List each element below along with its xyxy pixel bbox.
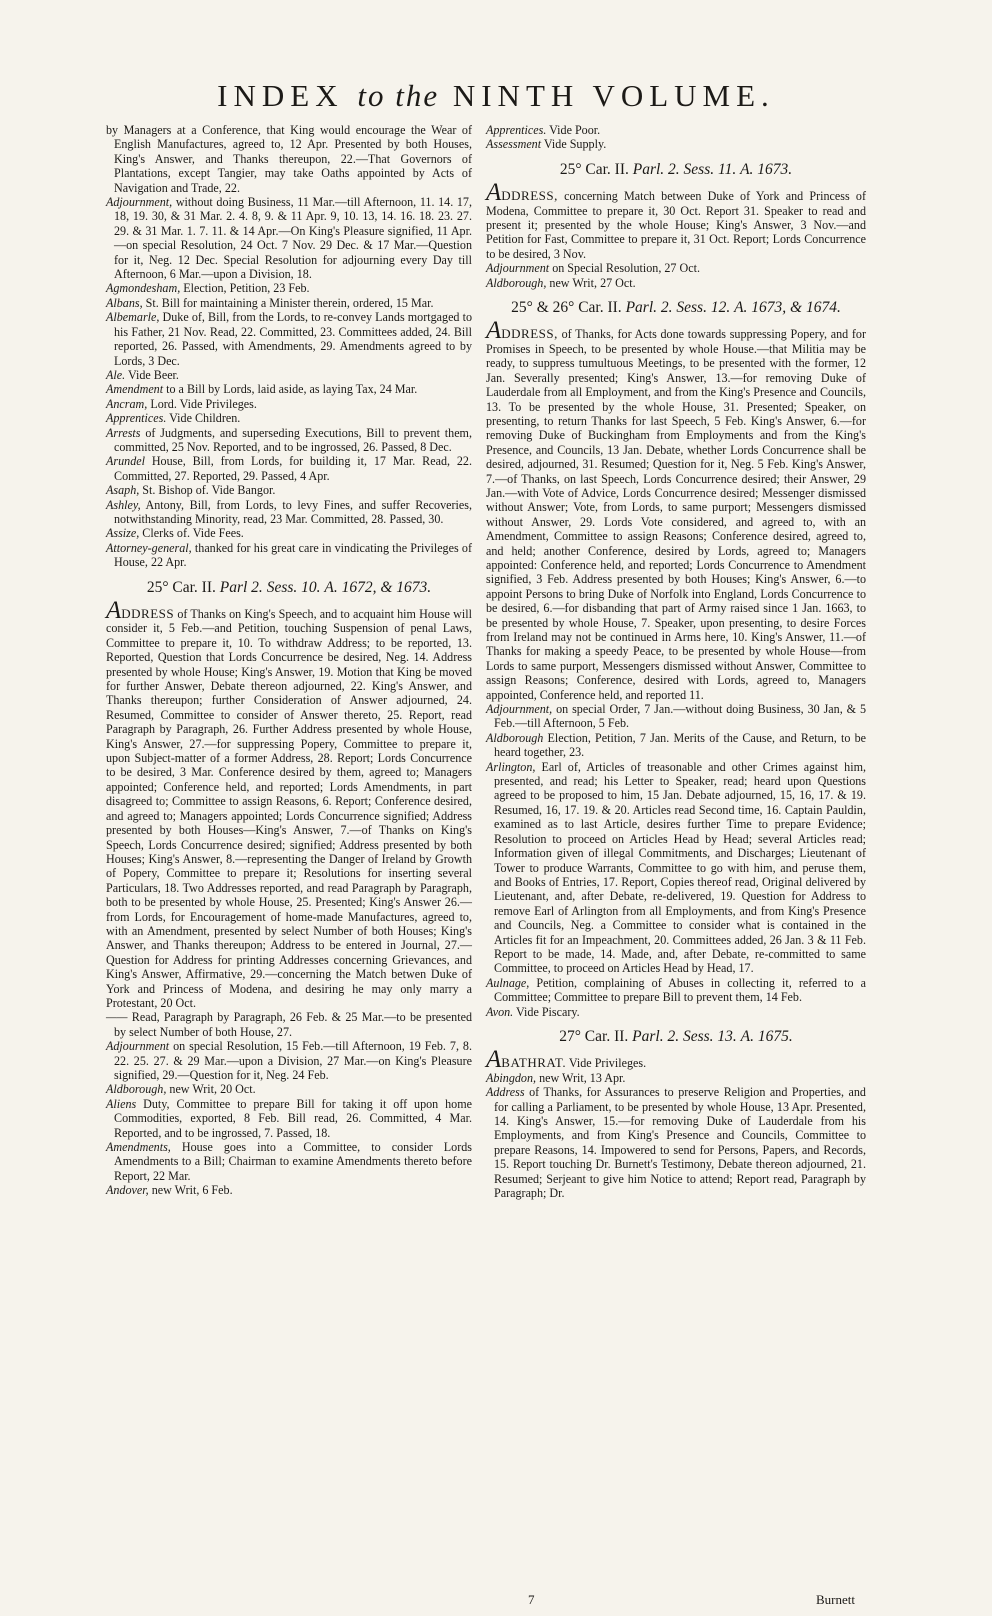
- entry-heading: Address: [486, 1085, 525, 1100]
- index-entry: [486, 731, 866, 760]
- index-entry: [106, 1039, 472, 1082]
- entry-heading: Ale.: [106, 367, 126, 382]
- entry-text: thanked for his great care in vindicating the Privileges of House, 22 Apr.: [114, 540, 473, 570]
- index-entry: [486, 123, 866, 137]
- entry-heading: Ancram,: [106, 396, 148, 411]
- entry-text: new Writ, 20 Oct.: [169, 1082, 256, 1097]
- index-entry: [106, 526, 472, 540]
- index-entry: [486, 760, 866, 976]
- section-heading-sess-10: 25° Car. II. Parl 2. Sess. 10. A. 1672, & 1673.: [146, 578, 432, 596]
- entry-text: Petition, complaining of Abuses in collecting it, referred to a Committee; Committee to prepare Bill to prevent them, 14 Feb.: [494, 975, 867, 1005]
- catchword: Burnett: [816, 1592, 855, 1607]
- entry-text: Election, Petition, 7 Jan. Merits of the Cause, and Return, to be heard together, 23.: [494, 730, 866, 760]
- entry-text: St. Bill for maintaining a Minister therein, ordered, 15 Mar.: [145, 295, 434, 310]
- entry-text: Vide Beer.: [127, 367, 179, 382]
- entry-heading: Adjournment: [106, 1039, 170, 1054]
- entry-text: Antony, Bill, from Lords, to levy Fines, and suffer Recoveries, notwithstanding Minority, read, 23 Mar. Committed, 28. Passed, 30.: [114, 497, 472, 526]
- entry-heading: Agmondesham,: [106, 281, 181, 296]
- section-heading-sess-11: 25° Car. II. Parl. 2. Sess. 11. A. 1673.: [559, 160, 793, 178]
- entry-text: new Writ, 6 Feb.: [151, 1183, 233, 1198]
- entry-text: without doing Business, 11 Mar.—till Afternoon, 11. 14. 17, 18, 19. 30, & 31 Mar. 2. 4. 8, 9. & 11 Apr. 9, 10. 13, 14. 16. 18. 23. 27. 29. & 31 Mar. 1. 7. 11. & 14 Apr.—On King's Pleasure signified, 11 Apr.—on special Resolution, 24 Oct. 7 Nov. 29 Dec. & 17 Mar.—Question for it, Neg. 12 Dec. Special Resolution for adjourning every Day till Afternoon, 6 Mar.—upon a Division, 18.: [114, 195, 472, 282]
- entry-text: by Managers at a Conference, that King would encourage the Wear of English Manufactures, agreed to, 12 Apr. Presented by both Houses, King's Answer, and Thanks thereupon, 22.—That Governors of Plantations, except Tangier, may take Oaths appointed by Acts of Navigation and Trade, 22.: [106, 123, 472, 195]
- entry-text: Vide Supply.: [543, 137, 607, 152]
- entry-text: to a Bill by Lords, laid aside, as laying Tax, 24 Mar.: [166, 382, 418, 397]
- entry-text: of Judgments, and superseding Executions, Bill to prevent them, committed, 25 Nov. Reported, and to be ingrossed, 26. Passed, 8 Dec.: [114, 425, 472, 454]
- index-entry: [106, 281, 472, 295]
- entry-heading: Apprentices.: [106, 411, 167, 426]
- entry-text: Duke of, Bill, from the Lords, to re-convey Lands mortgaged to his Father, 21 Nov. Read, 22. Committed, 23. Committees added, 24. Bill reported, 26. Passed, with Amendments, 29. Amendments agreed to by Lords, 3 Dec.: [114, 310, 472, 368]
- entry-heading: Arundel: [106, 454, 145, 469]
- index-entry: [106, 426, 472, 455]
- entry-text: Vide Piscary.: [516, 1004, 580, 1019]
- index-entry: [106, 1010, 472, 1039]
- entry-heading: Adjournment,: [486, 702, 553, 717]
- entry-text: new Writ, 13 Apr.: [539, 1070, 626, 1085]
- page-number: 7: [528, 1592, 535, 1607]
- entry-heading: Assessment: [486, 137, 542, 152]
- index-entry: [106, 195, 472, 281]
- index-entry: [106, 310, 472, 368]
- right-entries-3: [486, 702, 866, 1019]
- page-title: [0, 78, 992, 114]
- index-entry: [486, 276, 866, 290]
- index-entry: [106, 382, 472, 396]
- right-entries-4: [486, 1071, 866, 1201]
- entry-text: Duty, Committee to prepare Bill for taking it off upon home Commodities, exported, 8 Feb. Bill read, 26. Committed, 4 Mar. Reported, and to be ingrossed, 7. Passed, 18.: [114, 1096, 472, 1140]
- entry-text: House, Bill, from Lords, for building it, 17 Mar. Read, 22. Committed, 27. Reported, 29. Passed, 4 Apr.: [114, 454, 472, 483]
- entry-text: on special Order, 7 Jan.—without doing Business, 30 Jan, & 5 Feb.—till Afternoon, 5 Feb.: [494, 702, 866, 731]
- index-entry: [486, 1085, 866, 1200]
- entry-heading: Albemarle,: [106, 310, 160, 325]
- index-entry: [106, 498, 472, 527]
- left-entries: [106, 123, 472, 570]
- index-entry: [106, 454, 472, 483]
- title-volume: NINTH VOLUME.: [452, 78, 775, 113]
- index-entry: [486, 702, 866, 731]
- entry-heading: Assize,: [106, 526, 140, 541]
- entry-heading: Apprentices.: [486, 123, 547, 137]
- entry-heading: Asaph,: [106, 483, 140, 498]
- index-entry: [106, 411, 472, 425]
- index-entry: [106, 368, 472, 382]
- entry-heading: Amendments,: [106, 1140, 171, 1155]
- entry-heading: Andover,: [106, 1183, 149, 1198]
- entry-text: on Special Resolution, 27 Oct.: [552, 261, 700, 276]
- entry-heading: Avon.: [486, 1004, 514, 1019]
- entry-heading: Arrests: [106, 425, 141, 440]
- title-to: to the: [357, 78, 440, 113]
- entry-text: Election, Petition, 23 Feb.: [183, 281, 310, 296]
- entry-heading: Ashley,: [106, 497, 141, 512]
- entry-heading: Aldborough,: [486, 275, 547, 290]
- entry-heading: Aldborough,: [106, 1082, 167, 1097]
- entry-heading: Aldborough: [486, 730, 544, 745]
- address-entry-sess-10: ADDRESS of Thanks on King's Speech, and to acquaint him House will consider it, 5 Feb.—and Petition, touching Suspension of penal Laws, Committee to prepare it, 10. To withdraw Address; to be reported, 13. Reported, Question that Lords Concurrence be desired, Neg. 14. Address presented by whole House; King's Answer, 19. Motion that King be moved for further Answer, Debate thereon adjourned, 22. King's Answer, and Thanks thereupon; further Consideration of Answer adjourned, 24. Resumed, Committee to consider of Answer thereto, 25. Report, read Paragraph by Paragraph, 26. Further Address presented by whole House, King's Answer, 27.—for suppressing Popery, Committee to prepare it, upon Subject-matter of a former Address, 28. Report; Lords Concurrence to be desired, 3 Mar. Conference desired by them, agreed to; Managers appointed; Conference held, and reported; Lords Amendments, in part disagreed to; Committee to assign Reasons, 6. Report; Conference desired, and agreed to; Managers appointed; Lords Concurrence signified; Address presented by both Houses—King's Answer, 7.—of Thanks on King's Speech, Lords Concurrence desired; signified; Address presented by both Houses; King's Answer, 8.—representing the Danger of Ireland by Growth of Popery, Committee to prepare it; Resolutions for inserting several Particulars, 18. Two Addresses reported, and read Paragraph by Paragraph, both to be presented by whole House, 25. Presented; King's Answer 26.—from Lords, for Encouragement of home-made Manufactures, agreed to, with an Amendment, presented by select Number of both Houses; King's Answer, and Thanks thereupon; Address to be entered in Journal, 27.—Question for Address for printing Addresses concerning Grievances, and King's Answer, Affirmative, 29.—concerning the Match betwen Duke of York and Princess of Modena, and desiring he may only marry a Protestant, 20 Oct.: [106, 597, 473, 1010]
- entry-text: new Writ, 27 Oct.: [549, 275, 636, 290]
- entry-heading: Attorney-general,: [106, 540, 192, 555]
- abathrat-entry: ABATHRAT. Vide Privileges.: [486, 1046, 647, 1074]
- index-entry: [106, 483, 472, 497]
- right-entries-2: [486, 261, 866, 290]
- entry-text: of Thanks, for Assurances to preserve Religion and Properties, and for calling a Parliament, to be presented by whole House, 13 Apr. Presented, 14. King's Answer, 15.—for removing Duke of Lauderdale from his Employments, and from King's Presence and Councils, Committee to prepare Reasons, 14. Impowered to send for Persons, Papers, and Records, 15. Report touching Dr. Burnett's Testimony, Debate thereon adjourned, 21. Resumed; Serjeant to give him Notice to attend; Report read, Paragraph by Paragraph; Dr.: [494, 1085, 866, 1201]
- entry-text: Clerks of. Vide Fees.: [142, 526, 244, 541]
- entry-heading: Aulnage,: [486, 975, 530, 990]
- entry-text: House goes into a Committee, to consider Lords Amendments to a Bill; Chairman to examine Amendments thereto before Report, 22 Mar.: [114, 1140, 472, 1183]
- index-entry: [106, 397, 472, 411]
- index-entry: [106, 541, 472, 570]
- index-entry: [486, 976, 866, 1005]
- entry-text: Lord. Vide Privileges.: [150, 396, 257, 411]
- title-index: INDEX: [217, 78, 344, 113]
- entry-text: Vide Poor.: [549, 123, 601, 137]
- entry-text: Read, Paragraph by Paragraph, 26 Feb. & 25 Mar.—to be presented by select Number of both House, 27.: [114, 1010, 472, 1039]
- entry-heading: Adjournment: [486, 261, 550, 276]
- entry-heading: Aliens: [106, 1096, 137, 1111]
- index-entry: [106, 1183, 472, 1197]
- entry-heading: Albans,: [106, 295, 143, 310]
- address-entry-sess-11: ADDRESS, concerning Match between Duke of York and Princess of Modena, Committee to prepare it, 30 Oct. Report 31. Speaker to read and present it; presented by the whole House; King's Answer, 3 Nov.—and Petition for Fast, Committee to prepare it, 31 Oct. Report; Lords Concurrence to be desired, 3 Nov.: [486, 179, 866, 261]
- entry-heading: Arlington,: [486, 759, 536, 774]
- section-heading-sess-13: 27° Car. II. Parl. 2. Sess. 13. A. 1675.: [559, 1027, 793, 1045]
- entry-text: Earl of, Articles of treasonable and other Crimes against him, presented, and read; his Letter to Speaker, read; heard upon Questions agreed to be proposed to him, 15 Jan. Debate adjourned, 15, 16, 17. & 19. Resumed, 16, 17. 19. & 20. Articles read Second time, 16. Captain Pauldin, examined as to last Article, desires further Time to prepare Evidence; Resolution to proceed on Articles Head by Head; several Articles read; Information given of illegal Commitments, and Discharges; Lieutenant of Tower to produce Warrants, Committee to go with him, and peruse them, and Books of Entries, 17. Report, Copies thereof read, Original delivered by Lieutenant, and, after Debate, re-delivered, 19. Question for Address to remove Earl of Arlington from all Employments, and from King's Presence and Councils, Neg. a Committee to consider what is contained in the Articles fit for an Impeachment, 20. Committees added, 26 Jan. 3 & 11 Feb. Report to be made, 14. Made, and, after Debate, re-committed to same Committee, to proceed on Articles Head by Head, 17.: [494, 759, 867, 976]
- entry-heading: Adjournment,: [106, 195, 173, 210]
- right-column: [486, 123, 866, 1200]
- entry-heading: Abingdon,: [486, 1070, 537, 1085]
- entry-heading: Amendment: [106, 382, 164, 397]
- index-entry: [486, 1071, 866, 1085]
- left-column: [106, 123, 472, 1198]
- index-entry: [106, 1140, 472, 1183]
- index-entry: [106, 123, 472, 195]
- address-entry-sess-12: ADDRESS, of Thanks, for Acts done towards suppressing Popery, and for Promises in Speech, to be presented by whole House.—that Militia may be ready, to suppress tumultuous Meetings, to be presented with the former, 12 Jan. Severally presented; King's Answer, 13.—for removing Duke of Lauderdale from all Employment, and from the King's Presence and Councils, 13. To be presented by the whole House, 31. Presented; Speaker, on presenting, to return Thanks for last Speech, 5 Feb. King's Answer, 6.—for removing Duke of Buckingham from Employments and from the King's Presence, and Councils, 13 Jan. Debate, whether Lords Concurrence shall be desired, adjourned, 31. Resumed; Question for it, Neg. 5 Feb. King's Answer, 7.—of Thanks, on last Speech, Lords Concurrence desired; their Answer, 29 Jan.—with Vote of Advice, Lords Concurrence desired; Messenger dismissed without Answer; Vote, from Lords, to same purport; Messengers dismissed without Answer, 29. Lords Vote considered, and agreed to, with an Amendment, Committee to assign Reasons; Conference desired, agreed to, and held; another Conference, desired by Lords, agreed to; Managers appointed: Conference held, and reported; Lords Concurrence to Amendment signified, 3 Feb. Address presented by both Houses; King's Answer, 6.—to appoint Persons to bring Duke of Norfolk into England, Lords Concurrence to be desired, 6.—for disbanding that part of Army raised since 1 Jan. 1663, to be presented by whole House, 7. Speaker, upon presenting, to desire Forces from Ireland may not be continued in Arms here, 10. King's Answer, 11.—of Thanks for making a speedy Peace, to be presented by whole House—from Lords to same purport, Messengers dismissed without Answer, Committee to assign Reasons; Conference, desired with Lords, agreed to, Managers appointed, Conference held, and reported 11.: [486, 317, 867, 702]
- index-entry: [106, 1097, 472, 1140]
- index-entry: [486, 261, 866, 275]
- entry-heading: ——: [106, 1010, 128, 1025]
- index-entry: [106, 296, 472, 310]
- entry-text: on special Resolution, 15 Feb.—till Afternoon, 19 Feb. 7, 8. 22. 25. 27. & 29 Mar.—upon a Division, 27 Mar.—on King's Pleasure signified, 29.—Question for it, Neg. 24 Feb.: [114, 1039, 472, 1082]
- entry-text: St. Bishop of. Vide Bangor.: [142, 483, 276, 498]
- entry-text: Vide Children.: [169, 411, 241, 426]
- index-entry: [106, 1082, 472, 1096]
- left-entries-2: [106, 1010, 472, 1197]
- section-heading-sess-12: 25° & 26° Car. II. Parl. 2. Sess. 12. A. 1673, & 1674.: [511, 299, 841, 317]
- index-entry: [486, 1005, 866, 1019]
- right-entries-1: [486, 123, 866, 152]
- index-entry: [486, 137, 866, 151]
